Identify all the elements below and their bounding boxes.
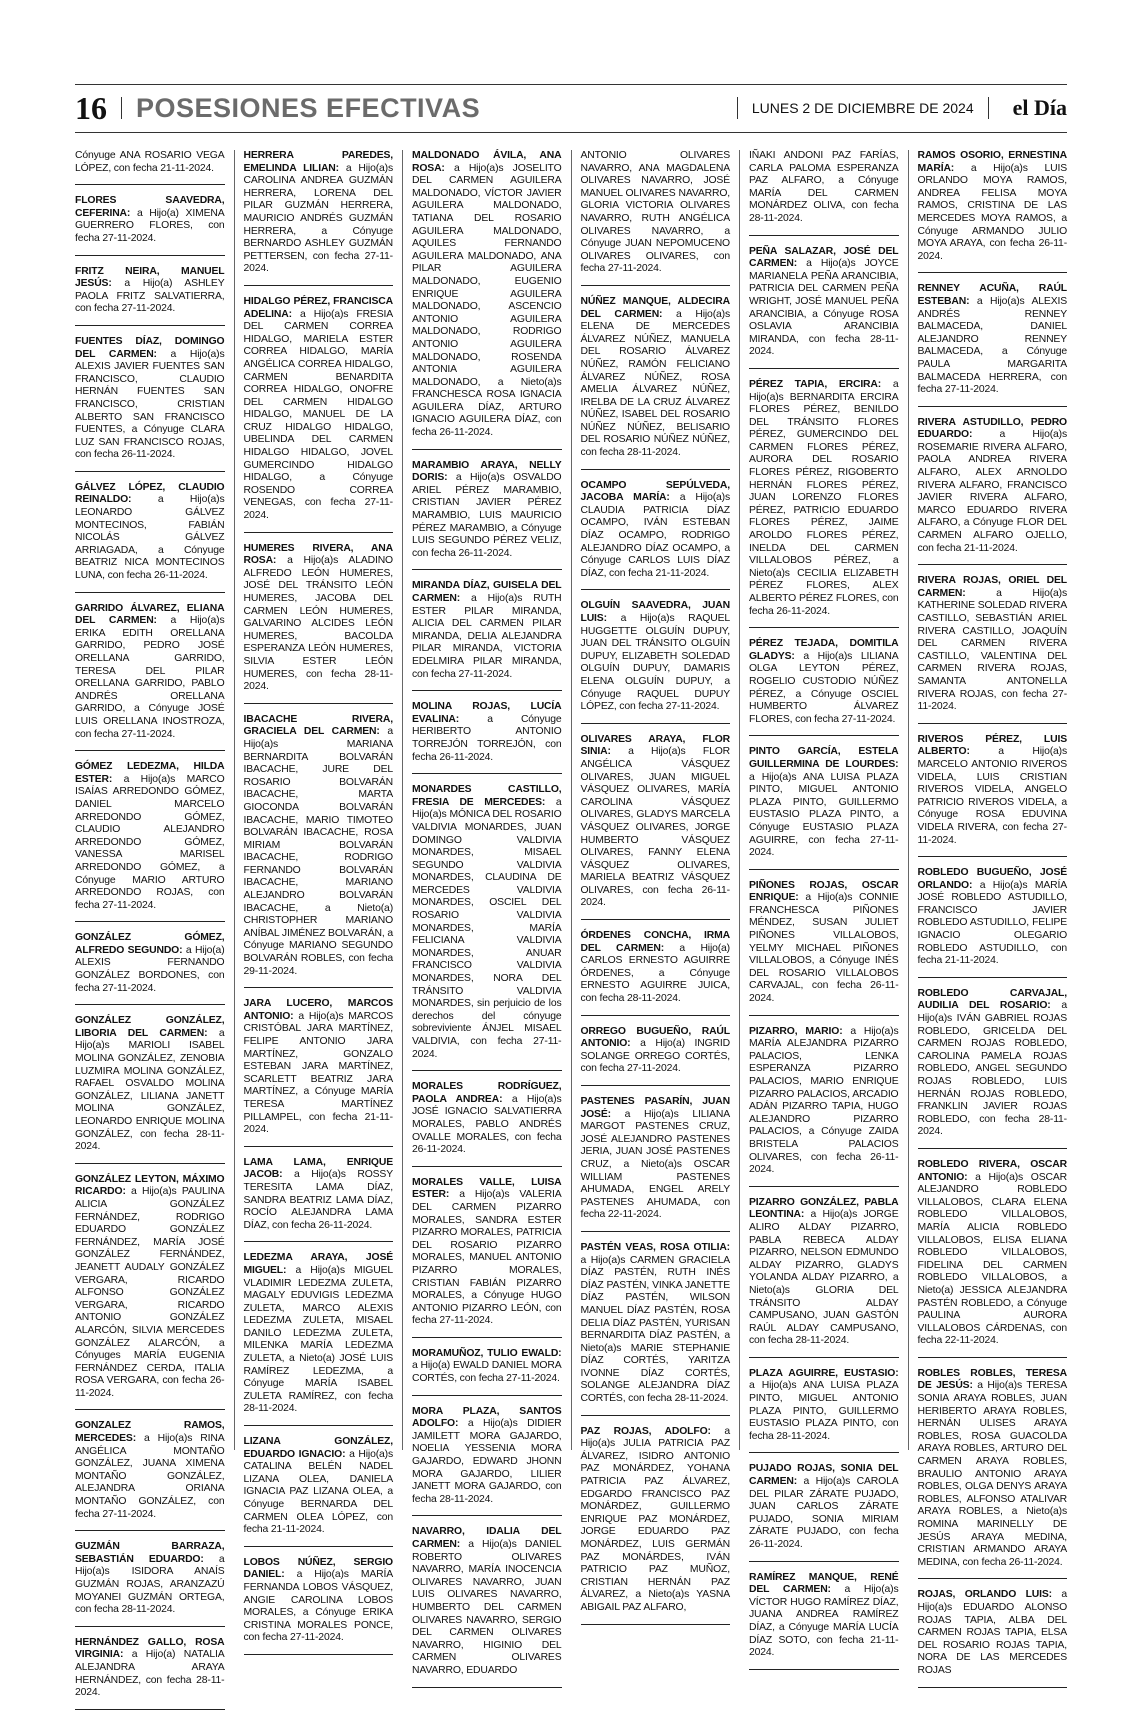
deceased-name: HERNÁNDEZ GALLO, ROSA VIRGINIA: bbox=[75, 1636, 225, 1661]
notice-entry bbox=[749, 379, 899, 628]
deceased-name: JARA LUCERO, MARCOS ANTONIO: bbox=[243, 998, 393, 1022]
heirs-text: a Hijo(a)s MARCELO ANTONIO RIVEROS VIDELA, LUIS CRISTIAN RIVEROS VIDELA, ANGELO PATRICIO RIVEROS VIDELA, a Cónyuge ROSA EDUVINA VIDELA RIVERA, con fecha 27-11-2024. bbox=[917, 746, 1067, 846]
section-title: POSESIONES EFECTIVAS bbox=[136, 92, 481, 123]
notice-entry bbox=[581, 150, 731, 286]
notice-column bbox=[917, 150, 1068, 1676]
heirs-text: a Hijo(a)s DIDIER JAMILETT MORA GAJARDO, NOELIA YESSENIA MORA GAJARDO, EDWARD JHONN MORA GAJARDO, LILIER JANETT MORA GAJARDO, con fecha 28-11-2024. bbox=[412, 1418, 562, 1505]
notice-column bbox=[75, 150, 225, 1699]
deceased-name: LAMA LAMA, ENRIQUE JACOB: bbox=[243, 1156, 393, 1181]
deceased-name: OLIVARES ARAYA, FLOR SINIA: bbox=[580, 733, 730, 758]
heirs-text: a Hijo(a)s ISIDORA ANAÍS GUZMÁN ROJAS, ARANZAZÚ MOYANEI GUZMÁN ORTEGA, con fecha 28-11-2024. bbox=[75, 1553, 225, 1616]
notice-entry bbox=[244, 543, 394, 704]
heirs-text: a Hijo(a)s ELENA DE MERCEDES ÁLVAREZ NÚÑEZ, MANUELA DEL ROSARIO ÁLVAREZ NÚÑEZ, RAMÓN FELICIANO ÁLVAREZ NÚÑEZ, ROSA AMELIA ÁLVAREZ NÚÑEZ, IRELBA DE LA CRUZ ÁLVAREZ NÚÑEZ, ISABEL DEL ROSARIO NÚÑEZ NÚÑEZ, BELISARIO DEL ROSARIO NÚÑEZ NÚÑEZ, con fecha 28-11-2024. bbox=[580, 308, 730, 459]
notice-entry bbox=[918, 283, 1068, 406]
heirs-text: a Hijo(a)s LILIANA OLGA LEYTON PÉREZ, ROGELIO CUSTODIO NÚÑEZ PÉREZ, a Cónyuge OSCIEL HUMBERTO ÁLVAREZ FLORES, con fecha 27-11-2024. bbox=[749, 650, 899, 725]
deceased-name: OLGUÍN SAAVEDRA, JUAN LUIS: bbox=[580, 600, 730, 624]
heirs-text: a Hijo(a)s JORGE ALIRO ALDAY PIZARRO, PABLA REBECA ALDAY PIZARRO, NELSON EDMUNDO ALDAY PIZARRO, GLADYS YOLANDA ALDAY PIZARRO, a Nieto(a)s GLORIA DEL TRÁNSITO ALDAY CAMPUSANO, JUAN GASTÓN RAÚL ALDAY CAMPUSANO, con fecha 28-11-2024. bbox=[749, 1209, 899, 1347]
heirs-text: a Hijo(a)s MÓNICA DEL ROSARIO VALDIVIA MONARDES, JUAN DOMINGO VALDIVIA MONARDES, MISAEL SEGUNDO VALDIVIA MONARDES, CLAUDINA DE MERCEDES VALDIVIA MONARDES, OSCIEL DEL ROSARIO VALDIVIA MONARDES, MARÍA FELICIANA VALDIVIA MONARDES, ANUAR FRANCISCO VALDIVIA MONARDES, NORA DEL TRÁNSITO VALDIVIA MONARDES, sin perjuicio de los derechos del cónyuge sobreviviente ÁNJEL MISAEL VALDIVIA, con fecha 27-11-2024. bbox=[412, 796, 562, 1060]
deceased-name: MALDONADO ÁVILA, ANA ROSA: bbox=[412, 150, 562, 174]
deceased-name: PASTENES PASARÍN, JUAN JOSÉ: bbox=[580, 1096, 730, 1120]
deceased-name: ROBLES ROBLES, TERESA DE JESÚS: bbox=[917, 1367, 1067, 1392]
heirs-text: a Hijo(a)s ANA LUISA PLAZA PINTO, MIGUEL ANTONIO PLAZA PINTO, GUILLERMO EUSTASIO PLAZA PINTO, a Cónyuge EUSTASIO PLAZA AGUIRRE, con fecha 27-11-2024. bbox=[749, 771, 899, 859]
deceased-name: GARRIDO ÁLVAREZ, ELIANA DEL CARMEN: bbox=[75, 602, 225, 627]
deceased-name: FLORES SAAVEDRA, CEFERINA: bbox=[75, 195, 225, 219]
deceased-name: LIZANA GONZÁLEZ, EDUARDO IGNACIO: bbox=[243, 1436, 393, 1460]
notice-entry bbox=[581, 1242, 731, 1416]
notices-columns bbox=[75, 150, 1067, 1699]
notice-entry bbox=[749, 150, 899, 236]
column-divider bbox=[739, 150, 740, 1450]
notice-entry bbox=[412, 460, 562, 571]
heirs-text: a Hijo(a)s PAULINA ALICIA GONZÁLEZ FERNÁNDEZ, RODRIGO EDUARDO GONZÁLEZ FERNÁNDEZ, MARÍA JOSÉ GONZÁLEZ FERNÁNDEZ, JEANETT AUDALY GONZÁLEZ VERGARA, RICARDO ALFONSO GONZÁLEZ VERGARA, RICARDO ANTONIO GONZÁLEZ ALARCÓN, SILVIA MERCEDES GONZÁLEZ ALARCÓN, a Cónyuges MARÍA EUGENIA FERNÁNDEZ CERDA, ITALIA ROSA VERGARA, con fecha 26-11-2024. bbox=[75, 1186, 225, 1399]
newspaper-logo: el Día bbox=[1012, 95, 1067, 120]
heirs-text: IÑAKI ANDONI PAZ FARÍAS, CARLA PALOMA ESPERANZA PAZ ALFARO, a Cónyuge MARÍA DEL CARMEN MONÁRDEZ OLIVA, con fecha 28-11-2024. bbox=[749, 150, 899, 224]
deceased-name: PINTO GARCÍA, ESTELA GUILLERMINA DE LOURDES: bbox=[749, 746, 899, 770]
notice-entry bbox=[244, 1436, 394, 1547]
deceased-name: GÓMEZ LEDEZMA, HILDA ESTER: bbox=[75, 761, 225, 785]
notice-entry bbox=[75, 1637, 225, 1710]
notice-entry bbox=[749, 638, 899, 736]
heirs-text: a Hijo(a)s MARCO ISAÍAS ARREDONDO GÓMEZ, DANIEL MARCELO ARREDONDO GÓMEZ, CLAUDIO ALEJANDRO ARREDONDO GÓMEZ, VANESSA MARISEL ARREDONDO GÓMEZ, a Cónyuge MARIO ARTURO ARREDONDO ROJAS, con fecha 27-11-2024. bbox=[75, 773, 225, 911]
notice-column bbox=[749, 150, 899, 1659]
deceased-name: MORAMUÑOZ, TULIO EWALD: bbox=[412, 1347, 562, 1359]
heirs-text: a Hijo(a)s OSVALDO ARIEL PÉREZ MARAMBIO, CRISTIAN JAVIER PÉREZ MARAMBIO, LUIS MAURICIO PÉREZ MARAMBIO, a Cónyuge LUIS SEGUNDO PÉREZ VELIZ, con fecha 26-11-2024. bbox=[412, 472, 562, 559]
deceased-name: PLAZA AGUIRRE, EUSTASIO: bbox=[749, 1367, 899, 1379]
heirs-text: a Hijo(a) INGRID SOLANGE ORREGO CORTÉS, con fecha 27-11-2024. bbox=[580, 1038, 730, 1075]
heirs-text: a Hijo(a)s RAQUEL HUGGETTE OLGUÍN DUPUY, JUAN DEL TRÁNSITO OLGUÍN DUPUY, ELIZABETH SOLEDAD OLGUÍN DUPUY, DAMARIS ELENA OLGUÍN DUPUY, a Cónyuge RAQUEL DUPUY LÓPEZ, con fecha 27-11-2024. bbox=[580, 613, 730, 713]
heirs-text: a Hijo(a)s LILIANA MARGOT PASTENES CRUZ, JOSÉ ALEJANDRO PASTENES JERIA, JUAN JOSÉ PASTENES CRUZ, a Nieto(a)s OSCAR WILLIAM PASTENES AHUMADA, ENGEL ARELY PASTENES AHUMADA, con fecha 22-11-2024. bbox=[580, 1108, 730, 1221]
notice-entry bbox=[749, 246, 899, 369]
notice-entry bbox=[918, 867, 1068, 978]
notice-entry bbox=[581, 930, 731, 1016]
heirs-text: a Hijo(a)s MIGUEL VLADIMIR LEDEZMA ZULETA, MAGALY EDUVIGIS LEDEZMA ZULETA, MARCO ALEXIS LEDEZMA ZULETA, MISAEL DANILO LEDEZMA ZULETA, MILENKA MARÍA LEDEZMA ZULETA, a Nieto(a) JOSÉ LUIS RAMÍREZ LEDEZMA, a Cónyuge MARÍA ISABEL ZULETA RAMÍREZ, con fecha 28-11-2024. bbox=[243, 1264, 393, 1415]
deceased-name: FUENTES DÍAZ, DOMINGO DEL CARMEN: bbox=[75, 335, 225, 360]
notice-entry bbox=[918, 1368, 1068, 1580]
notice-entry bbox=[244, 296, 394, 533]
column-divider bbox=[234, 150, 235, 1450]
notice-entry bbox=[412, 580, 562, 691]
deceased-name: RENNEY ACUÑA, RAÚL ESTEBAN: bbox=[917, 283, 1067, 307]
deceased-name: MARAMBIO ARAYA, NELLY DORIS: bbox=[412, 459, 562, 484]
deceased-name: PASTÉN VEAS, ROSA OTILIA: bbox=[580, 1241, 730, 1253]
notice-entry bbox=[918, 150, 1068, 273]
heirs-text: a Hijo(a)s ALADINO ALFREDO LEÓN HUMERES, JOSÉ DEL TRÁNSITO LEÓN HUMERES, JACOBA DEL CARMEN LEÓN HUMERES, GALVARINO ALCIDES LEÓN HUMERES, BACOLDA ESPERANZA LEÓN HUMERES, SILVIA ESTER LEÓN HUMERES, con fecha 28-11-2024. bbox=[243, 555, 393, 693]
notice-entry bbox=[918, 734, 1068, 857]
deceased-name: RIVERA ROJAS, ORIEL DEL CARMEN: bbox=[917, 575, 1067, 599]
notice-entry bbox=[581, 480, 731, 591]
notice-entry bbox=[75, 195, 225, 255]
heirs-text: a Hijo(a)s OSCAR ALEJANDRO ROBLEDO VILLALOBOS, CLARA ELENA ROBLEDO VILLALOBOS, MARÍA ALICIA ROBLEDO VILLALOBOS, ELISA ELIANA ROBLEDO VILLALOBOS, FIDELINA DEL CARMEN ROBLEDO VILLALOBOS, a Nieto(a) JESSICA ALEJANDRA PASTÉN ROBLEDO, a Cónyuge PAULINA AURORA VILLALOBOS CÁRDENAS, con fecha 22-11-2024. bbox=[917, 1171, 1067, 1347]
column-divider bbox=[402, 150, 403, 1450]
notice-entry bbox=[75, 266, 225, 326]
heirs-text: a Hijo(a)s ERIKA EDITH ORELLANA GARRIDO, PEDRO JOSÉ ORELLANA GARRIDO, TERESA DEL PILAR ORELLANA GARRIDO, PABLO ANDRÉS ORELLANA GARRIDO, a Cónyuge JOSÉ LUIS ORELLANA INOSTROZA, con fecha 27-11-2024. bbox=[75, 615, 225, 740]
notice-entry bbox=[918, 1589, 1068, 1687]
heirs-text: a Hijo(a)s ANA LUISA PLAZA PINTO, MIGUEL ANTONIO PLAZA PINTO, GUILLERMO EUSTASIO PLAZA PINTO, con fecha 28-11-2024. bbox=[749, 1380, 899, 1442]
heirs-text: a Hijo(a)s CATALINA BELÉN NADEL LIZANA OLEA, DANIELA IGNACIA PAZ LIZANA OLEA, a Cónyuge BERNARDA DEL CARMEN OLEA LÓPEZ, con fecha 21-11-2024. bbox=[243, 1448, 393, 1536]
deceased-name: HIDALGO PÉREZ, FRANCISCA ADELINA: bbox=[243, 295, 393, 320]
deceased-name: ROBLEDO BUGUEÑO, JOSÉ ORLANDO: bbox=[917, 867, 1067, 891]
deceased-name: GONZÁLEZ GONZÁLEZ, LIBORIA DEL CARMEN: bbox=[75, 1015, 225, 1039]
page-header bbox=[75, 86, 1067, 130]
notice-entry bbox=[918, 1159, 1068, 1358]
header-divider bbox=[988, 97, 989, 119]
header-divider bbox=[737, 97, 738, 119]
heirs-text: a Hijo(a) ASHLEY PAOLA FRITZ SALVATIERRA, con fecha 27-11-2024. bbox=[75, 278, 225, 315]
notice-entry bbox=[749, 1463, 899, 1561]
notice-entry bbox=[412, 1406, 562, 1517]
notice-entry bbox=[918, 988, 1068, 1149]
top-rule bbox=[75, 84, 1067, 85]
notice-entry bbox=[581, 1026, 731, 1086]
deceased-name: ÓRDENES CONCHA, IRMA DEL CARMEN: bbox=[580, 930, 730, 954]
heirs-text: a Hijo(a)s FLOR ANGÉLICA VÁSQUEZ OLIVARES, JUAN MIGUEL VÁSQUEZ OLIVARES, MARÍA CAROLINA VÁSQUEZ OLIVARES, GLADYS MARCELA VÁSQUEZ OLIVARES, JORGE HUMBERTO VÁSQUEZ OLIVARES, FANNY ELENA VÁSQUEZ OLIVARES, MARIELA BEATRIZ VÁSQUEZ OLIVARES, con fecha 26-11-2024. bbox=[580, 746, 730, 909]
issue-date: LUNES 2 DE DICIEMBRE DE 2024 bbox=[751, 100, 974, 116]
deceased-name: ROBLEDO RIVERA, OSCAR ANTONIO: bbox=[917, 1158, 1067, 1183]
notice-entry bbox=[244, 714, 394, 988]
notice-entry bbox=[581, 1426, 731, 1625]
heirs-text: a Hijo(a) XIMENA GUERRERO FLORES, con fecha 27-11-2024. bbox=[75, 207, 225, 244]
notice-entry bbox=[749, 1197, 899, 1358]
notice-entry bbox=[749, 1572, 899, 1670]
heirs-text: a Hijo(a)s LUIS ORLANDO MOYA RAMOS, ANDREA FELISA MOYA RAMOS, CRISTINA DE LAS MERCEDES MOYA RAMOS, a Cónyuge ARMANDO JULIO MOYA ARAYA, con fecha 26-11-2024. bbox=[917, 162, 1067, 262]
notice-entry bbox=[75, 1420, 225, 1531]
deceased-name: MORALES VALLE, LUISA ESTER: bbox=[412, 1176, 562, 1201]
notice-entry bbox=[749, 746, 899, 869]
notice-entry bbox=[412, 1526, 562, 1687]
heirs-text: a Hijo(a)s CAROLINA ANDREA GUZMÁN HERRERA, LORENA DEL PILAR GUZMÁN HERRERA, MAURICIO ANDRÉS GUZMÁN HERRERA, a Cónyuge BERNARDO ASHLEY GUZMÁN PETTERSEN, con fecha 27-11-2024. bbox=[243, 162, 393, 275]
heirs-text: ANTONIO OLIVARES NAVARRO, ANA MAGDALENA OLIVARES NAVARRO, JOSÉ MANUEL OLIVARES NAVARRO, GLORIA VICTORIA OLIVARES NAVARRO, RUTH ANGÉLICA OLIVARES NAVARRO, a Cónyuge JUAN NEPOMUCENO OLIVARES OLIVARES, con fecha 27-11-2024. bbox=[580, 150, 730, 275]
notice-entry bbox=[749, 880, 899, 1016]
notice-entry bbox=[244, 1157, 394, 1243]
notice-entry bbox=[749, 1026, 899, 1187]
deceased-name: MORALES RODRÍGUEZ, PAOLA ANDREA: bbox=[412, 1081, 562, 1105]
heirs-text: a Hijo(a)s DANIEL ROBERTO OLIVARES NAVARRO, MARÍA INOCENCIA OLIVARES NAVARRO, JUAN LUIS OLIVARES NAVARRO, HUMBERTO DEL CARMEN OLIVARES NAVARRO, SERGIO DEL CARMEN OLIVARES NAVARRO, HIGINIO DEL CARMEN OLIVARES NAVARRO, EDUARDO bbox=[412, 1539, 562, 1676]
deceased-name: GUZMÁN BARRAZA, SEBASTIÁN EDUARDO: bbox=[75, 1541, 225, 1565]
deceased-name: PIZARRO, MARIO: bbox=[749, 1025, 843, 1037]
heirs-text: a Hijo(a) NATALIA ALEJANDRA ARAYA HERNÁNDEZ, con fecha 28-11-2024. bbox=[75, 1649, 225, 1699]
deceased-name: GONZALEZ RAMOS, MERCEDES: bbox=[75, 1420, 225, 1445]
deceased-name: PÉREZ TAPIA, ERCIRA: bbox=[749, 378, 882, 390]
notice-entry bbox=[75, 761, 225, 922]
heirs-text: a Hijo(a)s MARÍA JOSÉ ROBLEDO ASTUDILLO, FRANCISCO JAVIER ROBLEDO ASTUDILLO, FELIPE IGNACIO OLEGARIO ROBLEDO ASTUDILLO, con fecha 21-11-2024. bbox=[917, 879, 1067, 967]
deceased-name: PUJADO ROJAS, SONIA DEL CARMEN: bbox=[749, 1463, 899, 1488]
heirs-text: a Hijo(a)s RUTH ESTER PILAR MIRANDA, ALICIA DEL CARMEN PILAR MIRANDA, DELIA ALEJANDRA PILAR MIRANDA, VICTORIA EDELMIRA PILAR MIRANDA, con fecha 27-11-2024. bbox=[412, 593, 562, 680]
heirs-text: a Hijo(a)s ROSSY TERESITA LAMA DÍAZ, SANDRA BEATRIZ LAMA DÍAZ, ROCÍO ALEJANDRA LAMA DÍAZ, con fecha 26-11-2024. bbox=[243, 1169, 393, 1231]
deceased-name: RAMOS OSORIO, ERNESTINA MARÍA: bbox=[917, 150, 1067, 174]
heirs-text: a Hijo(a)s CLAUDIA PATRICIA DÍAZ OCAMPO, IVÁN ESTEBAN DÍAZ OCAMPO, RODRIGO ALEJANDRO DÍAZ OCAMPO, a Cónyuge CARLOS LUIS DÍAZ DÍAZ, con fecha 21-11-2024. bbox=[580, 492, 730, 579]
notice-entry bbox=[75, 482, 225, 593]
column-divider bbox=[571, 150, 572, 1450]
deceased-name: PIZARRO GONZÁLEZ, PABLA LEONTINA: bbox=[749, 1196, 899, 1221]
notice-entry bbox=[75, 603, 225, 752]
deceased-name: ROJAS, ORLANDO LUIS: bbox=[917, 1589, 1052, 1601]
heirs-text: Cónyuge ANA ROSARIO VEGA LÓPEZ, con fecha 21-11-2024. bbox=[75, 150, 225, 174]
heirs-text: a Hijo(a)s MARIOLI ISABEL MOLINA GONZÁLEZ, ZENOBIA LUZMIRA MOLINA GONZÁLEZ, RAFAEL OSVALDO MOLINA GONZÁLEZ, LILIANA JANETT MOLINA GONZÁLEZ, LEONARDO ENRIQUE MOLINA GONZÁLEZ, con fecha 28-11-2024. bbox=[75, 1027, 225, 1153]
heirs-text: a Hijo(a)s VÍCTOR HUGO RAMÍREZ DÍAZ, JUANA ANDREA RAMÍREZ DÍAZ, a Cónyuge MARÍA LUCÍA DÍAZ SOTO, con fecha 21-11-2024. bbox=[749, 1584, 899, 1659]
heirs-text: a Hijo(a) CARLOS ERNESTO AGUIRRE ÓRDENES, a Cónyuge ERNESTO AGUIRRE JUICA, con fecha 28-11-2024. bbox=[580, 942, 730, 1005]
deceased-name: RIVEROS PÉREZ, LUIS ALBERTO: bbox=[917, 733, 1067, 758]
heirs-text: a Hijo(a)s IVÁN GABRIEL ROJAS ROBLEDO, GRICELDA DEL CARMEN ROJAS ROBLEDO, CAROLINA PAMELA ROJAS ROBLEDO, ANGEL SEGUNDO ROJAS ROBLEDO, LUIS HERNÁN ROJAS ROBLEDO, FRANKLIN JAVIER ROJAS ROBLEDO, con fecha 28-11-2024. bbox=[917, 1000, 1067, 1138]
notice-entry bbox=[918, 417, 1068, 566]
deceased-name: MIRANDA DÍAZ, GUISELA DEL CARMEN: bbox=[412, 580, 562, 604]
heirs-text: a Cónyuge HERIBERTO ANTONIO TORREJÓN TORREJÓN, con fecha 26-11-2024. bbox=[412, 713, 562, 763]
notice-entry bbox=[75, 1174, 225, 1411]
notice-entry bbox=[412, 1348, 562, 1396]
header-bottom-rule bbox=[75, 132, 1067, 133]
header-divider bbox=[121, 97, 122, 119]
notice-entry bbox=[75, 932, 225, 1005]
page-number: 16 bbox=[75, 90, 107, 126]
heirs-text: a Hijo(a)s ALEXIS ANDRÉS RENNEY BALMACEDA, DANIEL ALEJANDRO RENNEY BALMACEDA, a Cónyuge PAULA MARGARITA BALMACEDA HERRERA, con fecha 27-11-2024. bbox=[917, 295, 1067, 396]
heirs-text: a Hijo(a)s KATHERINE SOLEDAD RIVERA CASTILLO, SEBASTIÁN ARIEL RIVERA CASTILLO, JOAQUÍN DEL CARMEN RIVERA CASTILLO, VALENTINA DEL CARMEN RIVERA ROJAS, SAMANTA ANTONELLA RIVERA ROJAS, con fecha 27-11-2024. bbox=[917, 587, 1067, 713]
deceased-name: GONZÁLEZ LEYTON, MÁXIMO RICARDO: bbox=[75, 1173, 225, 1198]
deceased-name: LEDEZMA ARAYA, JOSÉ MIGUEL: bbox=[243, 1252, 393, 1276]
heirs-text: a Hijo(a) EWALD DANIEL MORA CORTÉS, con fecha 27-11-2024. bbox=[412, 1360, 562, 1385]
notice-entry bbox=[412, 150, 562, 450]
notice-entry bbox=[244, 998, 394, 1147]
notice-entry bbox=[581, 296, 731, 470]
deceased-name: PEÑA SALAZAR, JOSÉ DEL CARMEN: bbox=[749, 245, 899, 270]
notice-column bbox=[243, 150, 394, 1644]
deceased-name: IBACACHE RIVERA, GRACIELA DEL CARMEN: bbox=[243, 713, 393, 738]
deceased-name: RAMÍREZ MANQUE, RENÉ DEL CARMEN: bbox=[749, 1571, 899, 1596]
heirs-text: a Hijo(a)s TERESA SONIA ARAYA ROBLES, JUAN HERIBERTO ARAYA ROBLES, HERNÁN ULISES ARAYA ROBLES, ROSA GUACOLDA ARAYA ROBLES, ARTURO DEL CARMEN ARAYA ROBLES, BRAULIO ANTONIO ARAYA ROBLES, OLGA DENYS ARAYA ROBLES, ALFONSO ATALIVAR ARAYA ROBLES, a Nieto(a)s ROMINA MARINELLY DE JESÚS ARAYA MEDINA, CRISTIAN ARMANDO ARAYA MEDINA, con fecha 26-11-2024. bbox=[917, 1380, 1067, 1568]
heirs-text: a Hijo(a)s JOSÉ IGNACIO SALVATIERRA MORALES, PABLO ANDRÉS OVALLE MORALES, con fecha 26-11-2024. bbox=[412, 1093, 562, 1156]
deceased-name: PÉREZ TEJADA, DOMITILA GLADYS: bbox=[749, 638, 899, 662]
deceased-name: HERRERA PAREDES, EMELINDA LILIAN: bbox=[243, 150, 393, 174]
notice-entry bbox=[75, 336, 225, 472]
heirs-text: a Hijo(a)s VALERIA DEL CARMEN PIZARRO MORALES, SANDRA ESTER PIZARRO MORALES, PATRICIA DEL ROSARIO PIZARRO MORALES, MANUEL ANTONIO PIZARRO MORALES, CRISTIAN FABIÁN PIZARRO MORALES, a Cónyuge HUGO ANTONIO PIZARRO LEÓN, con fecha 27-11-2024. bbox=[412, 1189, 562, 1327]
notice-entry bbox=[244, 1557, 394, 1655]
notice-entry bbox=[75, 1541, 225, 1627]
heirs-text: a Hijo(a)s MARIANA BERNARDITA BOLVARÁN IBACACHE, JURE DEL ROSARIO BOLVARÁN IBACACHE, MARTA GIOCONDA BOLVARÁN IBACACHE, MARIO TIMOTEO BOLVARÁN IBACACHE, ROSA MIRIAM BOLVARÁN IBACACHE, RODRIGO FERNANDO BOLVARÁN IBACACHE, MARIANO ALEJANDRO BOLVARÁN IBACACHE, a Nieto(a) CHRISTOPHER MARIANO ANÍBAL JIMÉNEZ BOLVARÁN, a Cónyuge MARIANO SEGUNDO BOLVARÁN ROBLES, con fecha 29-11-2024. bbox=[243, 726, 393, 977]
heirs-text: a Hijo(a)s CARMEN GRACIELA DÍAZ PASTÉN, RUTH INÉS DÍAZ PASTÉN, VINKA JANETTE DÍAZ PASTÉN, WILSON MANUEL DÍAZ PASTÉN, ROSA DELIA DÍAZ PASTÉN, YURISAN BERNARDITA DÍAZ PASTÉN, a Nieto(a)s MARIE STEPHANIE DÍAZ CORTÉS, YARITZA IVONNE DÍAZ CORTÉS, SOLANGE ALEJANDRA DÍAZ CORTÉS, con fecha 28-11-2024. bbox=[580, 1254, 730, 1405]
notice-entry bbox=[412, 1177, 562, 1338]
deceased-name: ROBLEDO CARVAJAL, AUDILIA DEL ROSARIO: bbox=[917, 987, 1067, 1012]
deceased-name: PAZ ROJAS, ADOLFO: bbox=[580, 1425, 711, 1437]
deceased-name: OCAMPO SEPÚLVEDA, JACOBA MARÍA: bbox=[580, 479, 730, 504]
deceased-name: HUMERES RIVERA, ANA ROSA: bbox=[243, 542, 393, 567]
notice-entry bbox=[581, 1096, 731, 1232]
heirs-text: a Hijo(a)s MARCOS CRISTÓBAL JARA MARTÍNEZ, FELIPE ANTONIO JARA MARTÍNEZ, GONZALO ESTEBAN JARA MARTÍNEZ, SCARLETT BEATRIZ JARA MARTÍNEZ, a Cónyuge MARÍA TERESA MARTÍNEZ PILLAMPEL, con fecha 21-11-2024. bbox=[243, 1010, 393, 1136]
notice-entry bbox=[412, 1081, 562, 1167]
deceased-name: NAVARRO, IDALIA DEL CARMEN: bbox=[412, 1526, 562, 1550]
deceased-name: NÚÑEZ MANQUE, ALDECIRA DEL CARMEN: bbox=[580, 295, 730, 320]
notice-entry bbox=[244, 150, 394, 286]
heirs-text: a Hijo(a)s BERNARDITA ERCIRA FLORES PÉREZ, BENILDO DEL TRÁNSITO FLORES PÉREZ, GUMERCINDO DEL CARMEN FLORES PÉREZ, AURORA DEL ROSARIO FLORES PÉREZ, RIGOBERTO HERNÁN FLORES PÉREZ, JUAN LORENZO FLORES PÉREZ, PATRICIO EDUARDO FLORES PÉREZ, JAIME AROLDO FLORES PÉREZ, INELDA DEL CARMEN VILLALOBOS PÉREZ, a Nieto(a)s CECILIA ELIZABETH PÉREZ FLORES, ALEX ALBERTO PÉREZ FLORES, con fecha 26-11-2024. bbox=[749, 378, 899, 617]
heirs-text: a Hijo(a)s ALEXIS JAVIER FUENTES SAN FRANCISCO, CLAUDIO HERNÁN FUENTES SAN FRANCISCO, CRISTIAN ALBERTO SAN FRANCISCO FUENTES, a Cónyuge CLARA LUZ SAN FRANCISCO ROJAS, con fecha 26-11-2024. bbox=[75, 348, 225, 461]
heirs-text: a Hijo(a)s JULIA PATRICIA PAZ ÁLVAREZ, ISIDRO ANTONIO PAZ MONÁRDEZ, YOHANA PATRICIA PAZ ÁLVAREZ, EDGARDO FRANCISCO PAZ MONÁRDEZ, GUILLERMO ENRIQUE PAZ MONÁRDEZ, JORGE EDUARDO PAZ MONÁRDEZ, LUIS GERMÁN PAZ MONÁRDES, IVÁN PATRICIO PAZ MUÑOZ, CRISTIAN HERNÁN PAZ ÁLVAREZ, a Nieto(a)s YASNA ABIGAIL PAZ ALFARO, bbox=[580, 1425, 730, 1613]
deceased-name: GONZÁLEZ GÓMEZ, ALFREDO SEGUNDO: bbox=[75, 932, 225, 956]
heirs-text: a Hijo(a)s FRESIA DEL CARMEN CORREA HIDALGO, MARIELA ESTER CORREA HIDALGO, MARÍA ANGÉLICA CORREA HIDALGO, CARMEN BENARDITA CORREA HIDALGO, ONOFRE DEL CARMEN HIDALGO HIDALGO, MANUEL DE LA CRUZ HIDALGO HIDALGO, UBELINDA DEL CARMEN HIDALGO HIDALGO, JOVEL GUMERCINDO HIDALGO HIDALGO, a Cónyuge ROSENDO CORREA VENEGAS, con fecha 27-11-2024. bbox=[243, 308, 393, 522]
notice-entry bbox=[75, 1015, 225, 1164]
heirs-text: a Hijo(a)s ROSEMARIE RIVERA ALFARO, PAOLA ANDREA RIVERA ALFARO, ALEX ARNOLDO RIVERA ALFARO, FRANCISCO JAVIER RIVERA ALFARO, MARCO EDUARDO RIVERA ALFARO, a Cónyuge FLOR DEL CARMEN ALFARO OJELLO, con fecha 21-11-2024. bbox=[917, 429, 1067, 554]
heirs-text: a Hijo(a)s JOYCE MARIANELA PEÑA ARANCIBIA, PATRICIA DEL CARMEN PEÑA WRIGHT, JOSÉ MANUEL PEÑA ARANCIBIA, a Cónyuge ROSA OSLAVIA ARANCIBIA MIRANDA, con fecha 28-11-2024. bbox=[749, 258, 899, 358]
heirs-text: a Hijo(a)s CONNIE FRANCHESCA PIÑONES MÉNDEZ, SUSAN JULIET PIÑONES VILLALOBOS, YELMY MICHAEL PIÑONES VILLALOBOS, a Cónyuge INÉS DEL ROSARIO VILLALOBOS CARVAJAL, con fecha 26-11-2024. bbox=[749, 892, 899, 1005]
deceased-name: MORA PLAZA, SANTOS ADOLFO: bbox=[412, 1405, 562, 1430]
deceased-name: FRITZ NEIRA, MANUEL JESÚS: bbox=[75, 265, 225, 290]
notice-entry bbox=[244, 1252, 394, 1426]
notice-entry bbox=[918, 575, 1068, 724]
heirs-text: a Hijo(a)s CAROLA DEL PILAR ZÁRATE PUJADO, JUAN CARLOS ZÁRATE PUJADO, SONIA MIRIAM ZÁRATE PUJADO, con fecha 26-11-2024. bbox=[749, 1476, 899, 1550]
deceased-name: GÁLVEZ LÓPEZ, CLAUDIO REINALDO: bbox=[75, 481, 225, 506]
deceased-name: ORREGO BUGUEÑO, RAÚL ANTONIO: bbox=[580, 1025, 730, 1050]
deceased-name: MONARDES CASTILLO, FRESIA DE MERCEDES: bbox=[412, 784, 562, 808]
notice-entry bbox=[412, 784, 562, 1071]
notice-column bbox=[412, 150, 562, 1676]
deceased-name: RIVERA ASTUDILLO, PEDRO EDUARDO: bbox=[917, 416, 1067, 441]
heirs-text: a Hijo(a) ALEXIS FERNANDO GONZÁLEZ BORDONES, con fecha 27-11-2024. bbox=[75, 944, 225, 994]
notice-column bbox=[580, 150, 731, 1613]
notice-entry bbox=[749, 1368, 899, 1454]
heirs-text: a Hijo(a)s LEONARDO GÁLVEZ MONTECINOS, FABIÁN NICOLÁS GÁLVEZ ARRIAGADA, a Cónyuge BEATRIZ NICA MONTECINOS LUNA, con fecha 26-11-2024. bbox=[75, 494, 225, 582]
heirs-text: a Hijo(a)s MARÍA FERNANDA LOBOS VÁSQUEZ, ANGIE CAROLINA LOBOS MORALES, a Cónyuge ERIKA CRISTINA MORALES PONCE, con fecha 27-11-2024. bbox=[243, 1569, 393, 1644]
column-divider bbox=[908, 150, 909, 1450]
notice-entry bbox=[412, 701, 562, 774]
notice-entry bbox=[581, 600, 731, 723]
heirs-text: a Hijo(a)s JOSELITO DEL CARMEN AGUILERA MALDONADO, VÍCTOR JAVIER AGUILERA MALDONADO, TATIANA DEL ROSARIO AGUILERA MALDONADO, AQUILES FERNANDO AGUILERA MALDONADO, ANA PILAR AGUILERA MALDONADO, EUGENIO ENRIQUE AGUILERA MALDONADO, ASCENCIO ANTONIO AGUILERA MALDONADO, RODRIGO ANTONIO AGUILERA MALDONADO, ROSENDA ANTONIA AGUILERA MALDONADO, a Nieto(a)s FRANCHESCA ROSA IGNACIA AGUILERA DÍAZ, ARTURO IGNACIO AGUILERA DÍAZ, con fecha 26-11-2024. bbox=[412, 162, 562, 439]
deceased-name: LOBOS NÚÑEZ, SERGIO DANIEL: bbox=[243, 1556, 393, 1581]
deceased-name: MOLINA ROJAS, LUCÍA EVALINA: bbox=[412, 701, 562, 725]
heirs-text: a Hijo(a)s RINA ANGÉLICA MONTAÑO GONZÁLEZ, JUANA XIMENA MONTAÑO GONZÁLEZ, ALEJANDRA ORIANA MONTAÑO GONZÁLEZ, con fecha 27-11-2024. bbox=[75, 1433, 225, 1520]
heirs-text: a Hijo(a)s EDUARDO ALONSO ROJAS TAPIA, ALBA DEL CARMEN ROJAS TAPIA, ELSA DEL ROSARIO ROJAS TAPIA, NORA DE LAS MERCEDES ROJAS bbox=[917, 1589, 1067, 1676]
deceased-name: PIÑONES ROJAS, OSCAR ENRIQUE: bbox=[749, 879, 899, 904]
header-right bbox=[723, 95, 1067, 121]
heirs-text: a Hijo(a)s MARÍA ALEJANDRA PIZARRO PALACIOS, LENKA ESPERANZA PIZARRO PALACIOS, MARIO ENRIQUE PIZARRO PALACIOS, ARCADIO ADÁN PIZARRO TAPIA, HUGO ALEJANDRO PIZARRO PALACIOS, a Cónyuge ZAIDA BRISTELA PALACIOS OLIVARES, con fecha 26-11-2024. bbox=[749, 1025, 899, 1176]
notice-entry bbox=[75, 150, 225, 185]
notice-entry bbox=[581, 734, 731, 920]
